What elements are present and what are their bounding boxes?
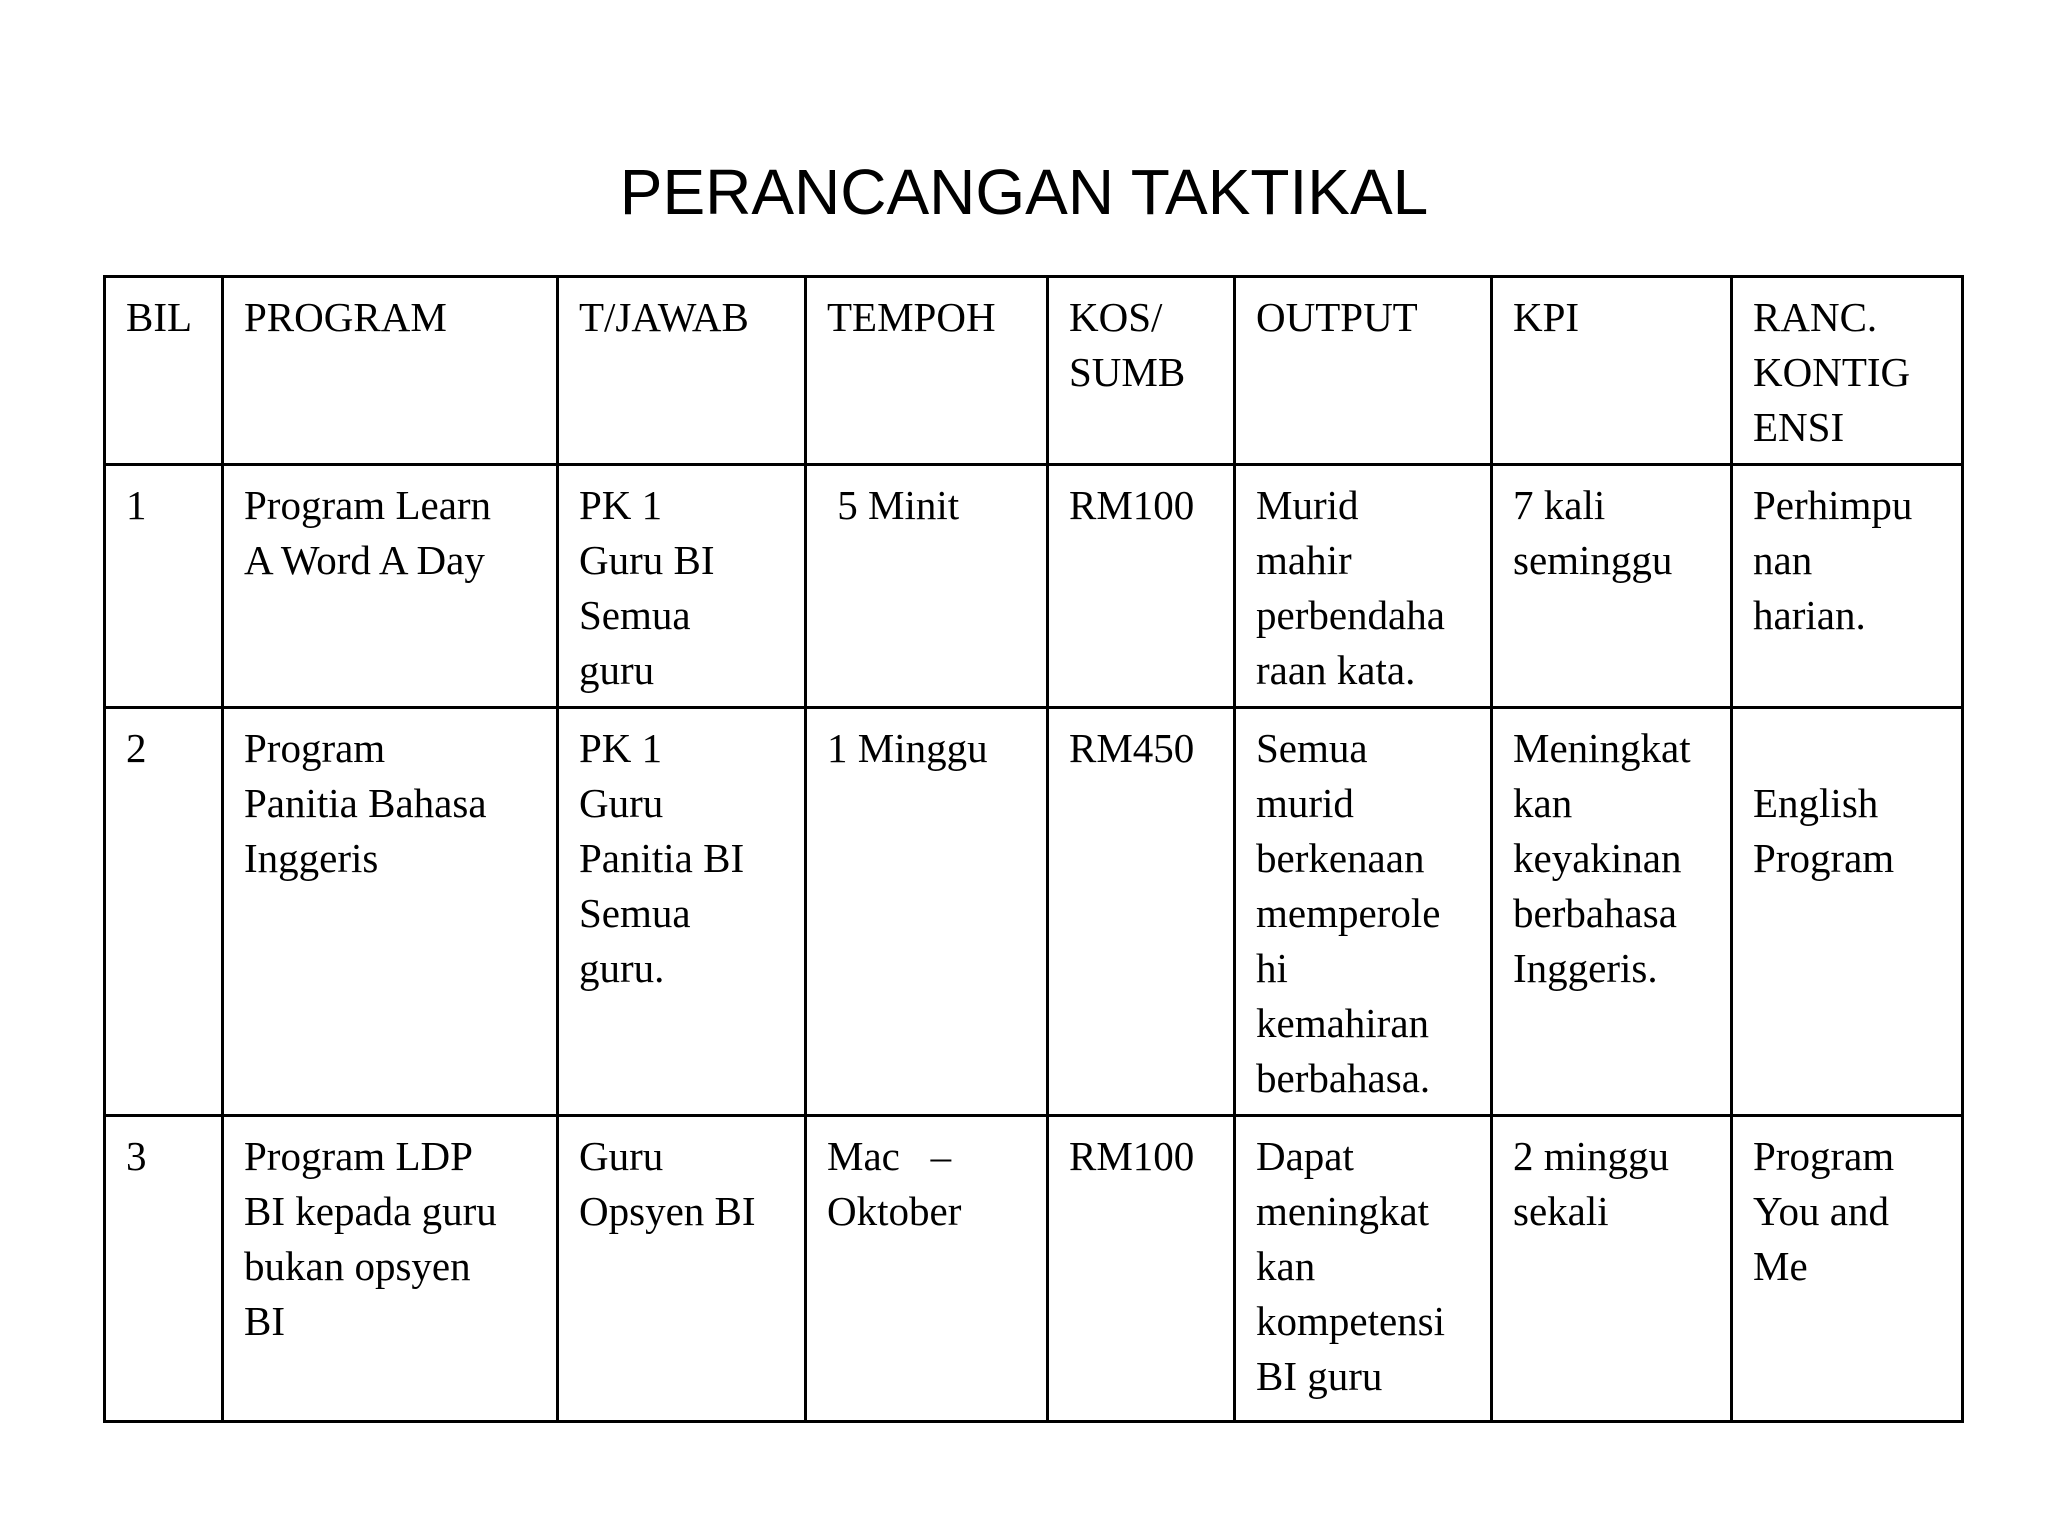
cell-kontigensi: English Program: [1732, 708, 1963, 1116]
cell-tjawab: PK 1 Guru BI Semua guru: [558, 465, 806, 708]
cell-tempoh: 5 Minit: [806, 465, 1048, 708]
cell-kontigensi: Program You and Me: [1732, 1116, 1963, 1422]
header-tempoh: TEMPOH: [806, 277, 1048, 465]
cell-tjawab: PK 1 Guru Panitia BI Semua guru.: [558, 708, 806, 1116]
table-row: [105, 708, 1963, 1116]
cell-kos: RM450: [1048, 708, 1235, 1116]
cell-output: Dapat meningkat kan kompetensi BI guru: [1235, 1116, 1492, 1422]
cell-tempoh: Mac – Oktober: [806, 1116, 1048, 1422]
table-header-row: [105, 277, 1963, 465]
cell-kpi: Meningkat kan keyakinan berbahasa Inggeris.: [1492, 708, 1732, 1116]
cell-kpi: 7 kali seminggu: [1492, 465, 1732, 708]
header-bil: BIL: [105, 277, 223, 465]
cell-output: Semua murid berkenaan memperole hi kemahiran berbahasa.: [1235, 708, 1492, 1116]
cell-program: Program Learn A Word A Day: [223, 465, 558, 708]
header-output: OUTPUT: [1235, 277, 1492, 465]
page-title: PERANCANGAN TAKTIKAL: [619, 156, 1429, 228]
cell-program: Program Panitia Bahasa Inggeris: [223, 708, 558, 1116]
cell-tempoh: 1 Minggu: [806, 708, 1048, 1116]
cell-kontigensi: Perhimpu nan harian.: [1732, 465, 1963, 708]
header-program: PROGRAM: [223, 277, 558, 465]
cell-bil: 2: [105, 708, 223, 1116]
cell-program: Program LDP BI kepada guru bukan opsyen BI: [223, 1116, 558, 1422]
cell-kpi: 2 minggu sekali: [1492, 1116, 1732, 1422]
header-ranc-kontigensi: RANC. KONTIG ENSI: [1732, 277, 1963, 465]
header-kos-sumb: KOS/ SUMB: [1048, 277, 1235, 465]
header-tjawab: T/JAWAB: [558, 277, 806, 465]
cell-tjawab: Guru Opsyen BI: [558, 1116, 806, 1422]
cell-kos: RM100: [1048, 1116, 1235, 1422]
cell-output: Murid mahir perbendaha raan kata.: [1235, 465, 1492, 708]
header-kpi: KPI: [1492, 277, 1732, 465]
cell-bil: 1: [105, 465, 223, 708]
table-row: [105, 1116, 1963, 1422]
tactical-plan-table: [103, 275, 1964, 1423]
table-row: [105, 465, 1963, 708]
cell-bil: 3: [105, 1116, 223, 1422]
cell-kos: RM100: [1048, 465, 1235, 708]
